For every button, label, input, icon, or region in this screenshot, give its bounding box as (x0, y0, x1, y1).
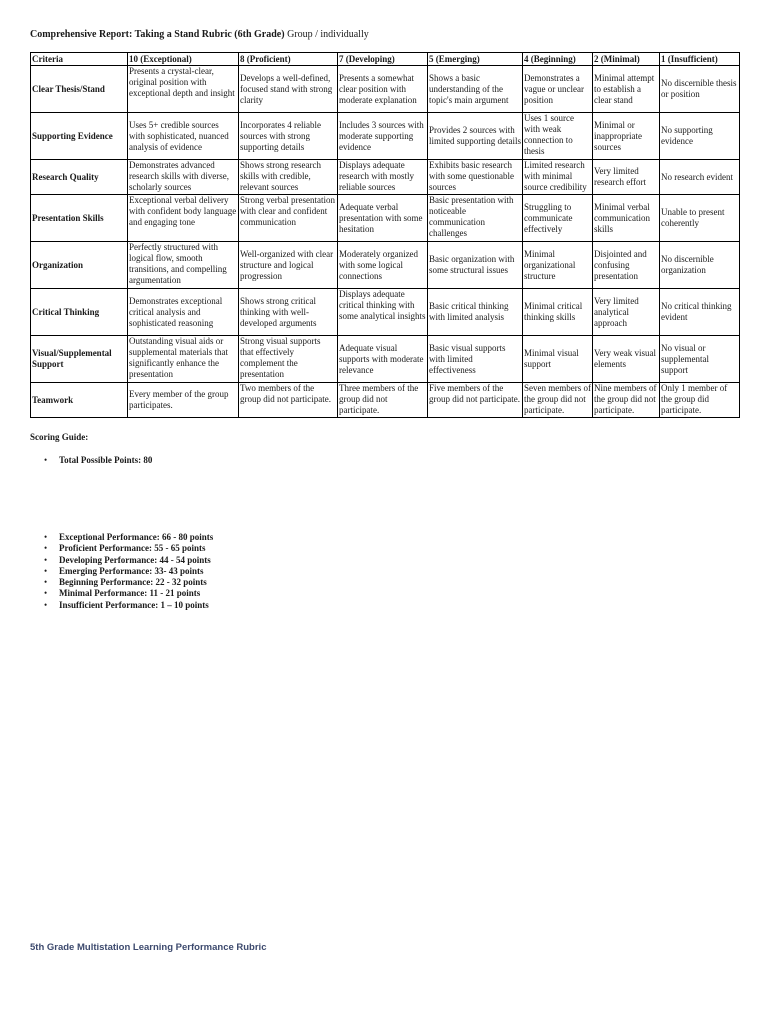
table-cell: Uses 1 source with weak connection to thesis (523, 113, 593, 160)
table-cell: No supporting evidence (660, 113, 740, 160)
table-cell: Minimal visual support (523, 336, 593, 383)
list-item: • Emerging Performance: 33- 43 points (30, 566, 213, 577)
criterion-label: Clear Thesis/Stand (31, 66, 128, 113)
performance-levels-list (30, 532, 213, 611)
table-cell: No discernible thesis or position (660, 66, 740, 113)
list-item: • Total Possible Points: 80 (30, 455, 152, 466)
table-cell: Very weak visual elements (593, 336, 660, 383)
header-criteria: Criteria (31, 53, 128, 66)
table-cell: Outstanding visual aids or supplemental materials that significantly enhance the presentation (128, 336, 239, 383)
list-item: • Proficient Performance: 55 - 65 points (30, 543, 213, 554)
table-cell: Exceptional verbal delivery with confident body language and engaging tone (128, 195, 239, 242)
table-cell: Develops a well-defined, focused stand with strong clarity (239, 66, 338, 113)
table-cell: No discernible organization (660, 242, 740, 289)
header-insufficient: 1 (Insufficient) (660, 53, 740, 66)
table-cell: Adequate visual supports with moderate relevance (338, 336, 428, 383)
table-cell: Shows strong critical thinking with well-developed arguments (239, 289, 338, 336)
table-cell: Two members of the group did not participate. (239, 383, 338, 418)
table-cell: Basic organization with some structural issues (428, 242, 523, 289)
table-cell: Minimal or inappropriate sources (593, 113, 660, 160)
table-row (31, 113, 740, 160)
table-header-row (31, 53, 740, 66)
table-cell: Three members of the group did not participate. (338, 383, 428, 418)
header-minimal: 2 (Minimal) (593, 53, 660, 66)
table-row (31, 242, 740, 289)
table-cell: Basic visual supports with limited effectiveness (428, 336, 523, 383)
table-cell: Exhibits basic research with some questionable sources (428, 160, 523, 195)
page-footer: 5th Grade Multistation Learning Performance Rubric (30, 942, 267, 953)
rubric-table (30, 52, 740, 418)
table-cell: Displays adequate critical thinking with some analytical insights (338, 289, 428, 336)
table-cell: Adequate verbal presentation with some hesitation (338, 195, 428, 242)
list-item: • Minimal Performance: 11 - 21 points (30, 588, 213, 599)
table-cell: Minimal attempt to establish a clear stand (593, 66, 660, 113)
criterion-label: Visual/Supplemental Support (31, 336, 128, 383)
table-cell: Disjointed and confusing presentation (593, 242, 660, 289)
table-cell: Strong visual supports that effectively complement the presentation (239, 336, 338, 383)
table-cell: Five members of the group did not participate. (428, 383, 523, 418)
criterion-label: Critical Thinking (31, 289, 128, 336)
list-item: • Insufficient Performance: 1 – 10 points (30, 600, 213, 611)
table-cell: Limited research with minimal source credibility (523, 160, 593, 195)
table-cell: Demonstrates exceptional critical analysis and sophisticated reasoning (128, 289, 239, 336)
table-row (31, 336, 740, 383)
table-cell: Seven members of the group did not participate. (523, 383, 593, 418)
table-cell: Very limited analytical approach (593, 289, 660, 336)
table-cell: Displays adequate research with mostly reliable sources (338, 160, 428, 195)
list-item: • Exceptional Performance: 66 - 80 points (30, 532, 213, 543)
table-cell: Provides 2 sources with limited supporting details (428, 113, 523, 160)
table-cell: Basic critical thinking with limited analysis (428, 289, 523, 336)
table-row (31, 66, 740, 113)
table-cell: Minimal critical thinking skills (523, 289, 593, 336)
report-title (30, 29, 369, 41)
table-cell: Nine members of the group did not participate. (593, 383, 660, 418)
table-cell: Minimal organizational structure (523, 242, 593, 289)
table-cell: Demonstrates a vague or unclear position (523, 66, 593, 113)
table-cell: Struggling to communicate effectively (523, 195, 593, 242)
table-cell: Strong verbal presentation with clear and confident communication (239, 195, 338, 242)
table-cell: Shows a basic understanding of the topic's main argument (428, 66, 523, 113)
table-cell: Unable to present coherently (660, 195, 740, 242)
table-cell: Only 1 member of the group did participate. (660, 383, 740, 418)
header-emerging: 5 (Emerging) (428, 53, 523, 66)
report-subtitle: Group / individually (287, 29, 369, 40)
criterion-label: Research Quality (31, 160, 128, 195)
table-cell: No critical thinking evident (660, 289, 740, 336)
header-beginning: 4 (Beginning) (523, 53, 593, 66)
criterion-label: Presentation Skills (31, 195, 128, 242)
table-cell: Incorporates 4 reliable sources with strong supporting details (239, 113, 338, 160)
criterion-label: Teamwork (31, 383, 128, 418)
table-cell: Uses 5+ credible sources with sophisticated, nuanced analysis of evidence (128, 113, 239, 160)
list-item: • Developing Performance: 44 - 54 points (30, 555, 213, 566)
table-row (31, 195, 740, 242)
header-proficient: 8 (Proficient) (239, 53, 338, 66)
table-cell: No visual or supplemental support (660, 336, 740, 383)
table-cell: Basic presentation with noticeable communication challenges (428, 195, 523, 242)
table-cell: Shows strong research skills with credible, relevant sources (239, 160, 338, 195)
table-cell: Well-organized with clear structure and logical progression (239, 242, 338, 289)
table-row (31, 160, 740, 195)
table-cell: Moderately organized with some logical connections (338, 242, 428, 289)
report-title-bold: Comprehensive Report: Taking a Stand Rubric (6th Grade) (30, 29, 285, 40)
table-cell: Perfectly structured with logical flow, smooth transitions, and compelling argumentation (128, 242, 239, 289)
table-cell: Includes 3 sources with moderate supporting evidence (338, 113, 428, 160)
table-cell: Very limited research effort (593, 160, 660, 195)
total-points-list (30, 455, 152, 466)
table-cell: Presents a somewhat clear position with moderate explanation (338, 66, 428, 113)
criterion-label: Supporting Evidence (31, 113, 128, 160)
table-cell: Demonstrates advanced research skills with diverse, scholarly sources (128, 160, 239, 195)
table-row (31, 289, 740, 336)
table-cell: Minimal verbal communication skills (593, 195, 660, 242)
table-cell: Presents a crystal-clear, original position with exceptional depth and insight (128, 66, 239, 113)
list-item: • Beginning Performance: 22 - 32 points (30, 577, 213, 588)
header-exceptional: 10 (Exceptional) (128, 53, 239, 66)
table-cell: No research evident (660, 160, 740, 195)
criterion-label: Organization (31, 242, 128, 289)
header-developing: 7 (Developing) (338, 53, 428, 66)
table-cell: Every member of the group participates. (128, 383, 239, 418)
table-row (31, 383, 740, 418)
scoring-guide-title: Scoring Guide: (30, 432, 89, 442)
